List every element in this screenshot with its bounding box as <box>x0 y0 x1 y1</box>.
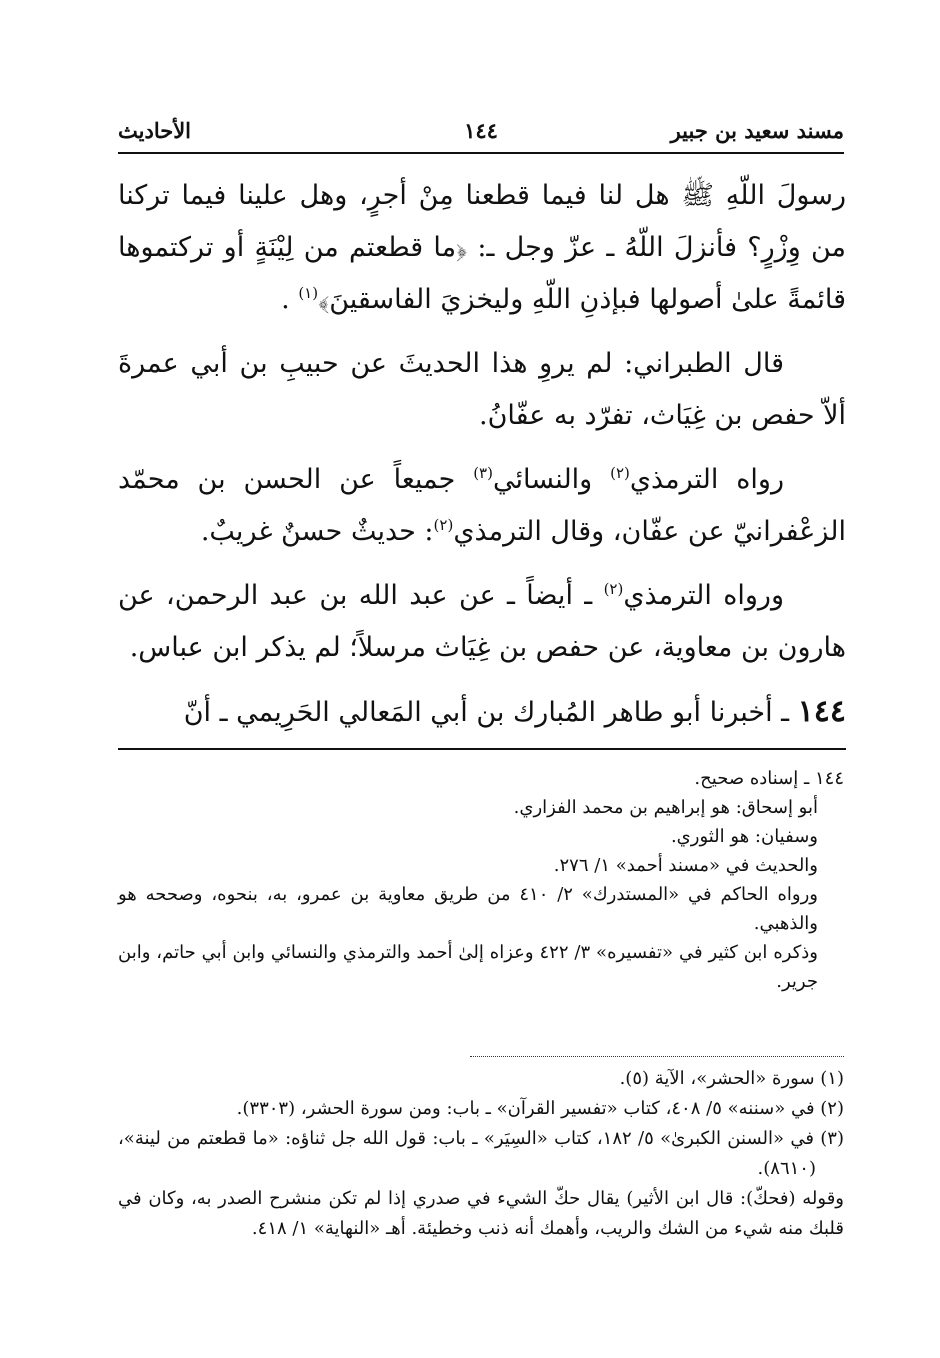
paragraph-3-part-b: والنسائي <box>492 464 611 495</box>
paragraph-3 <box>118 454 846 558</box>
footnote-ref: (٣) <box>473 464 493 482</box>
note-line: أبو إسحاق: هو إبراهيم بن محمد الفزاري. <box>513 797 818 818</box>
footnotes <box>118 1064 844 1244</box>
paragraph-1 <box>118 170 846 326</box>
notes-divider <box>118 748 846 750</box>
note-line: ورواه الحاكم في «المستدرك» ٢/ ٤١٠ من طريق معاوية بن عمرو، به، بنحوه، وصححه هو والذهبي. <box>118 884 818 934</box>
page-header <box>118 110 844 154</box>
footnote-2: (٢) في «سننه» ٥/ ٤٠٨، كتاب «تفسير القرآن» ـ باب: ومن سورة الحشر، (٣٣٠٣). <box>236 1098 844 1119</box>
footnote-ref: (١) <box>298 284 319 302</box>
footnote-gloss: وقوله (فحكّ): قال ابن الأثير) يقال حكّ الشيء في صدري إذا لم تكن منشرح الصدر به، وكان في قلبك منه شيء من الشك والريب، وأهمك أنه ذنب وخطيئة. أهـ «النهاية» ١/ ٤١٨. <box>118 1188 844 1239</box>
paragraph-3-part-c: جميعاً عن الحسن بن محمّد الزعْفرانيّ عن عفّان، وقال الترمذي <box>118 464 846 547</box>
paragraph-5-text: ـ أخبرنا أبو طاهر المُبارك بن أبي المَعالي الحَرِيمي ـ أنّ <box>183 697 798 728</box>
book-title: مسند سعيد بن جبير <box>670 118 844 143</box>
footnote-ref: (٢) <box>610 464 630 482</box>
paragraph-4 <box>118 570 846 674</box>
footnote-ref: (٢) <box>603 580 624 598</box>
paragraph-1-text: رسولَ اللّهِ ﷺ هل لنا فيما قطعنا مِنْ أجرٍ، وهل علينا فيما تركنا من وِزْرٍ؟ فأنزلَ اللّهُ ـ عزّ وجل ـ: ﴿ما قطعتم من لِيْنَةٍ أو تركتموها قائمةً علىٰ أصولها فبإذنِ اللّهِ وليخزيَ الفاسقينَ﴾ <box>118 180 846 315</box>
footnote-1: (١) سورة «الحشر»، الآية (٥). <box>619 1068 844 1089</box>
main-text <box>118 170 846 751</box>
section-title: الأحاديث <box>118 118 192 143</box>
footnote-3: (٣) في «السنن الكبرىٰ» ٥/ ١٨٢، كتاب «السِيَر» ـ باب: قول الله جل ثناؤه: «ما قطعتم من لينة»، (٨٦١٠). <box>118 1128 844 1179</box>
page-number: ١٤٤ <box>464 118 498 143</box>
hadith-number: ١٤٤ <box>797 694 846 729</box>
notes-heading: ١٤٤ ـ إسناده صحيح. <box>694 768 844 789</box>
paragraph-4-part-b: ـ أيضاً ـ عن عبد الله بن عبد الرحمن، عن هارون بن معاوية، عن حفص بن غِيَاث مرسلاً؛ لم يذكر ابن عباس. <box>118 580 846 663</box>
paragraph-2: قال الطبراني: لم يروِ هذا الحديثَ عن حبيبِ بن أبي عمرةَ ألاّ حفص بن غِيَاث، تفرّد به عفّانُ. <box>118 348 846 431</box>
commentary-notes <box>118 764 844 996</box>
paragraph-5 <box>118 686 846 739</box>
paragraph-3-part-d: : حديثٌ حسنٌ غريبٌ. <box>200 516 434 547</box>
paragraph-4-part-a: ورواه الترمذي <box>623 580 784 611</box>
footnotes-divider <box>470 1056 844 1057</box>
note-line: وذكره ابن كثير في «تفسيره» ٣/ ٤٢٢ وعزاه إلىٰ أحمد والترمذي والنسائي وابن أبي حاتم، وابن جرير. <box>118 942 818 992</box>
paragraph-1-end: . <box>281 284 290 315</box>
note-line: وسفيان: هو الثوري. <box>670 826 818 847</box>
footnote-ref: (٢) <box>433 516 454 534</box>
paragraph-3-part-a: رواه الترمذي <box>629 464 784 495</box>
note-line: والحديث في «مسند أحمد» ١/ ٢٧٦. <box>553 855 818 876</box>
